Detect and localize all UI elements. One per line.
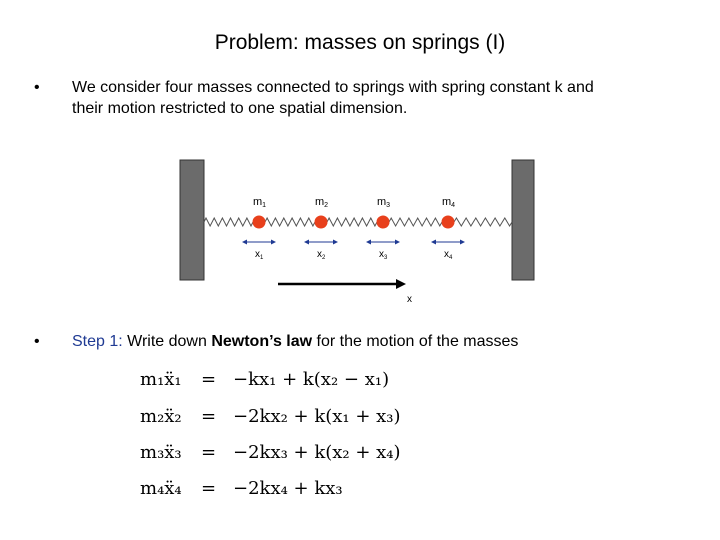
bullet-1-line-1: We consider four masses connected to springs with spring constant k and — [72, 79, 594, 96]
arrowhead-left — [431, 240, 436, 245]
displacement-label-2: $x_2$ — [317, 249, 326, 261]
spring — [265, 218, 315, 226]
equation-lhs: m₄ẍ₄ — [140, 478, 182, 499]
equation-lhs: m₂ẍ₂ — [140, 406, 182, 427]
displacement-label-4: $x_4$ — [444, 249, 453, 261]
mass-label-3: m3 — [377, 196, 391, 209]
equation-equals: = — [201, 478, 217, 499]
arrowhead-left — [304, 240, 309, 245]
equation-row — [0, 478, 720, 506]
spring — [204, 218, 253, 226]
slide-title: Problem: masses on springs (I) — [214, 31, 506, 54]
equation-equals: = — [201, 369, 217, 390]
equation-row — [0, 369, 720, 397]
mass-1 — [253, 216, 266, 229]
spring — [454, 218, 512, 226]
arrowhead-left — [242, 240, 247, 245]
spring — [327, 218, 377, 226]
mass-label-2: m2 — [315, 196, 329, 209]
right-wall — [512, 160, 534, 280]
mass-4 — [442, 216, 455, 229]
equation-rhs: −kx₁ + k(x₂ − x₁) — [233, 369, 390, 390]
springs — [204, 218, 512, 226]
newtons-law-bold: Newton’s law — [211, 333, 313, 350]
equation-row — [0, 442, 720, 470]
bullet-marker: • — [34, 79, 40, 96]
mass-label-4: m4 — [442, 196, 456, 209]
equation-rhs: −2kx₃ + k(x₂ + x₄) — [233, 442, 401, 463]
equation-equals: = — [201, 406, 217, 427]
mass-2 — [315, 216, 328, 229]
equation-lhs: m₃ẍ₃ — [140, 442, 182, 463]
equation-rhs: −2kx₄ + kx₃ — [233, 478, 343, 499]
mass-label-1: m1 — [253, 196, 267, 209]
bullet-marker: • — [34, 333, 40, 350]
bullet-1-line-2: their motion restricted to one spatial dimension. — [72, 100, 408, 117]
mass-3 — [377, 216, 390, 229]
displacement-label-3: $x_3$ — [379, 249, 388, 261]
equation-rhs: −2kx₂ + k(x₁ + x₃) — [233, 406, 401, 427]
step-text-post: for the motion of the masses — [312, 333, 519, 350]
x-axis-label: x — [407, 294, 412, 305]
equation-row — [0, 406, 720, 434]
step-text-pre: Write down — [122, 333, 212, 350]
displacements-group — [242, 240, 465, 262]
equation-equals: = — [201, 442, 217, 463]
step-label: Step 1: — [72, 333, 123, 350]
equation-lhs: m₁ẍ₁ — [140, 369, 182, 390]
arrowhead-right — [460, 240, 465, 245]
spring — [389, 218, 442, 226]
displacement-label-1: $x_1$ — [255, 249, 264, 261]
arrowhead-right — [395, 240, 400, 245]
masses-group — [253, 196, 456, 229]
x-axis-arrow-head — [396, 279, 406, 289]
arrowhead-right — [271, 240, 276, 245]
arrowhead-right — [333, 240, 338, 245]
left-wall — [180, 160, 204, 280]
arrowhead-left — [366, 240, 371, 245]
